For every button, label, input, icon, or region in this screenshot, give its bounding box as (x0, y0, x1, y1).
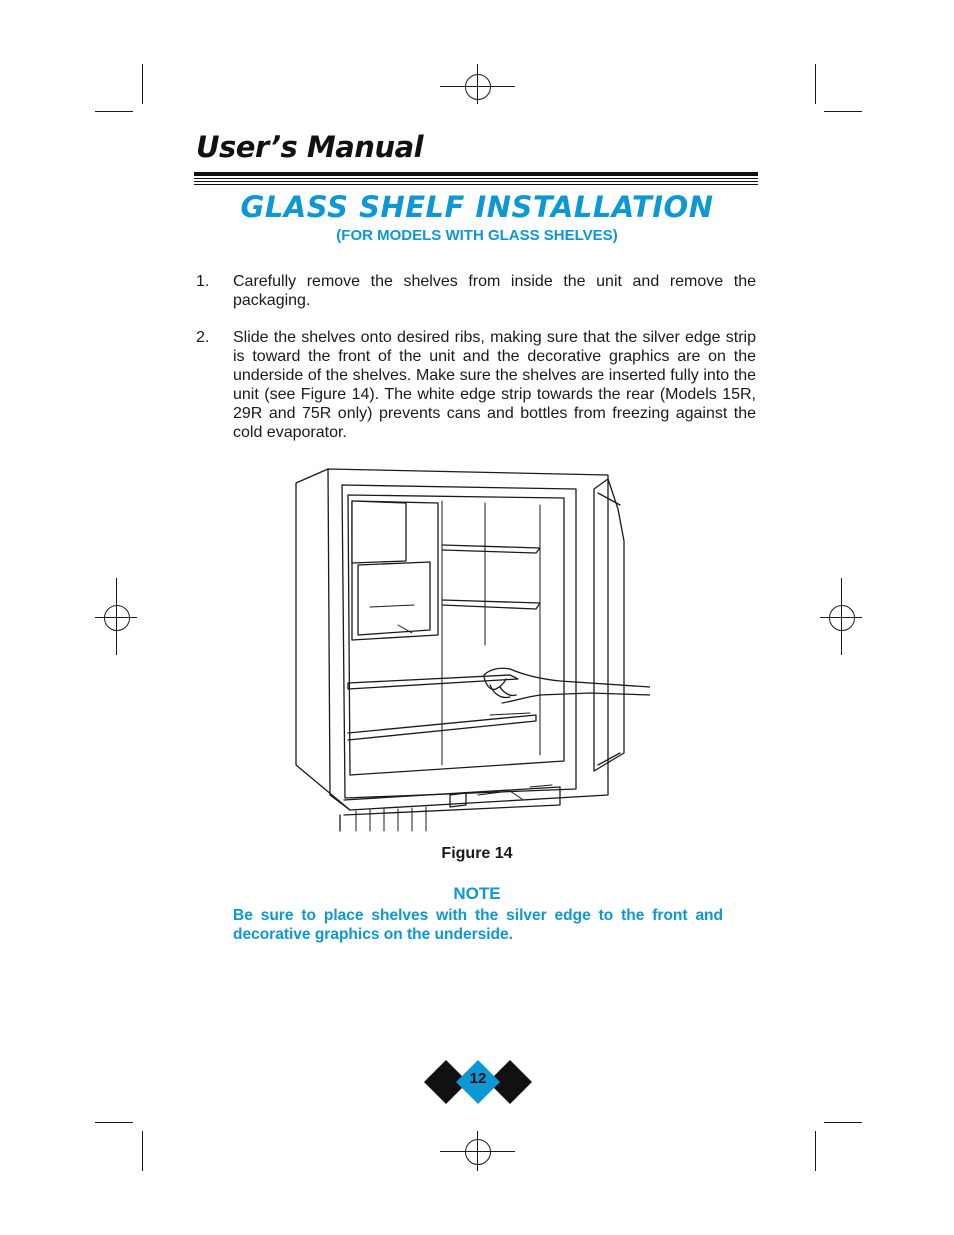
step-2 (196, 328, 756, 442)
figure-caption: Figure 14 (441, 845, 513, 862)
section-title: GLASS SHELF INSTALLATION (240, 190, 714, 224)
header-rule (194, 172, 758, 187)
step-number: 2. (196, 329, 210, 346)
refrigerator-illustration (290, 465, 650, 837)
note-text: Be sure to place shelves with the silver edge to the front and decorative graphics on the underside. (233, 907, 723, 943)
page-number-badge (424, 1060, 532, 1104)
step-text: Carefully remove the shelves from inside the unit and remove the packaging. (233, 273, 756, 309)
step-text: Slide the shelves onto desired ribs, making sure that the silver edge strip is toward the front of the unit and the decorative graphics are on the underside of the shelves. Make sure the shelves are inserted fully into the unit (see Figure 14). The white edge strip towards the rear (Models 15R, 29R and 75R only) prevents cans and bottles from freezing against the cold evaporator. (233, 329, 756, 441)
manual-title: User’s Manual (196, 130, 424, 164)
page-number: 12 (469, 1070, 487, 1087)
step-1 (196, 272, 756, 310)
step-number: 1. (196, 273, 210, 290)
note-title: NOTE (453, 884, 501, 903)
section-subtitle: (FOR MODELS WITH GLASS SHELVES) (336, 227, 618, 244)
